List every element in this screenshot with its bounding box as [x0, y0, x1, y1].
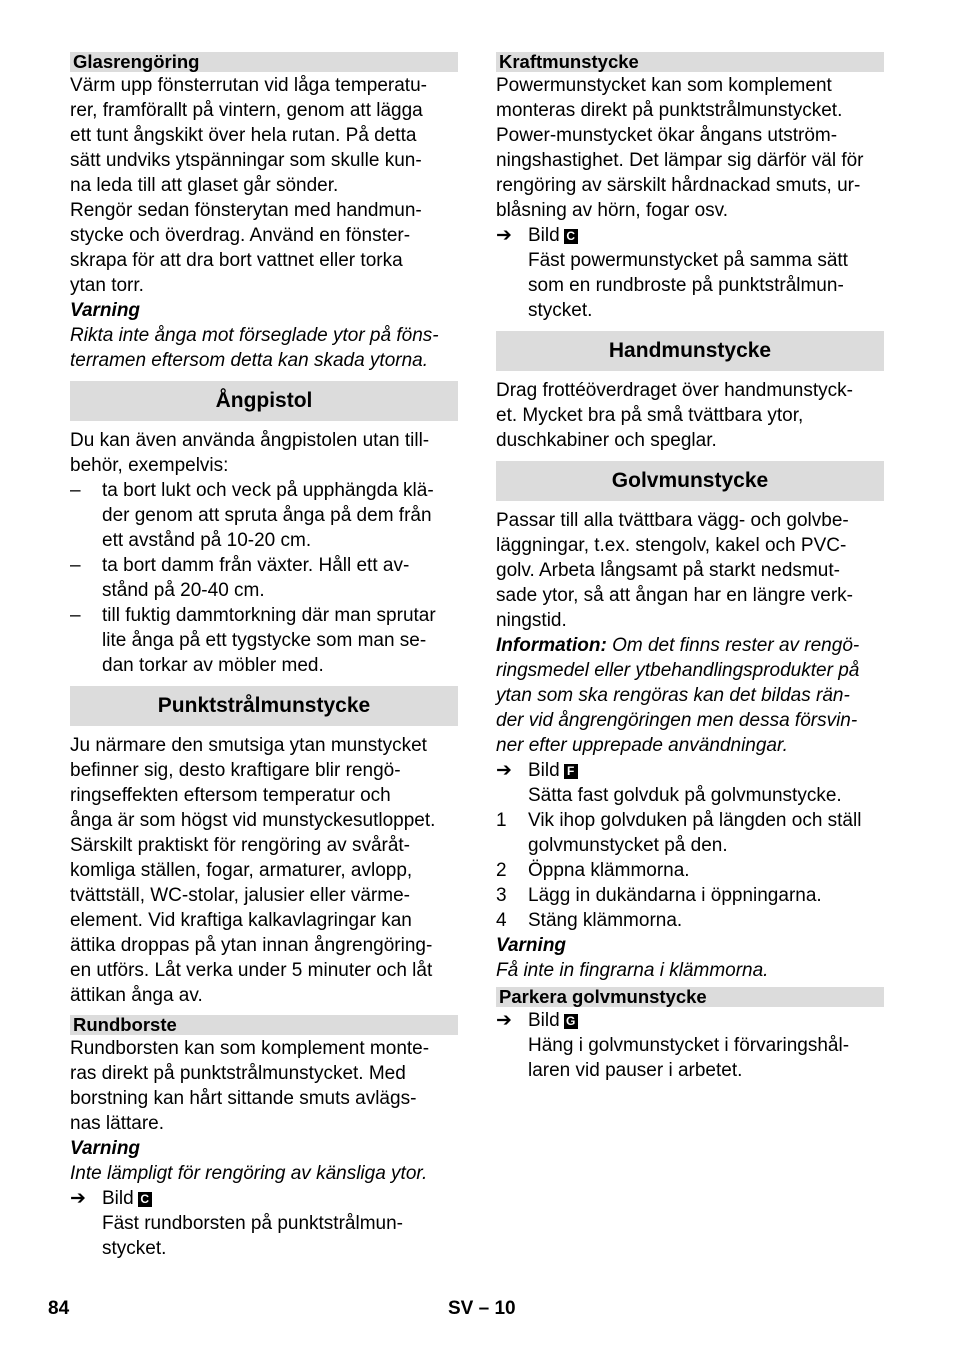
glasrengoring-heading: Glasrengöring: [70, 52, 458, 72]
golvmunstycke-information: [496, 633, 884, 758]
glasrengoring-paragraph-2: Rengör sedan fönsterytan med handmun- stycke och överdrag. Använd en fönster- skrapa för att dra bort vattnet eller torka ytan torr.: [70, 200, 422, 296]
step-number: 2: [496, 860, 507, 881]
golvmunstycke-warning-text: Få inte in fingrarna i klämmorna.: [496, 960, 769, 981]
kraftmunstycke-paragraph: Powermunstycket kan som komplement monteras direkt på punktstrålmunstycket. Power-munstycket ökar ångans utström- ningshastighet. Det lämpar sig därför väl för rengöring av särskilt hårdnackad smuts, ur- blåsning av hörn, fogar osv.: [496, 75, 864, 221]
golvmunstycke-step: [496, 908, 884, 933]
golvmunstycke-step: [496, 858, 884, 883]
figure-label: Bild: [528, 1010, 560, 1031]
figure-label: Bild: [528, 760, 560, 781]
punktstralmunstycke-paragraph: Ju närmare den smutsiga ytan munstycket befinner sig, desto kraftigare blir rengö- ringseffekten eftersom temperatur och ånga är som högst vid munstyckesutloppet. Särskilt praktiskt för rengöring av svåråt- komliga ställen, fogar, armaturer, avlopp, tvättställ, WC-stolar, jalusier eller värme- element. Vid kraftiga kalkavlagringar kan ättika droppas på ytan innan ångrengöring- en utförs. Låt verka under 5 minuter och låt ättikan ånga av.: [70, 735, 436, 1006]
right-column: [496, 52, 884, 1083]
golvmunstycke-figure-ref: [496, 758, 884, 783]
list-dash: –: [70, 480, 81, 501]
angpistol-intro: Du kan även använda ångpistolen utan till- behör, exempelvis:: [70, 430, 430, 476]
arrow-right-icon: ➔: [496, 760, 512, 781]
information-label: Information:: [496, 635, 607, 656]
step-text: Stäng klämmorna.: [528, 910, 683, 931]
rundborste-paragraph: Rundborsten kan som komplement monte- ras direkt på punktstrålmunstycket. Med borstning kan hårt sittande smuts avlägs- nas lättare.: [70, 1038, 430, 1134]
page-number: 84: [48, 1298, 70, 1319]
figure-letter-badge: G: [564, 1014, 578, 1029]
angpistol-list-item: [70, 553, 458, 603]
glasrengoring-warning-text: Rikta inte ånga mot förseglade ytor på föns- terramen eftersom detta kan skada ytorna.: [70, 325, 439, 371]
golvmunstycke-step: [496, 808, 884, 858]
list-dash: –: [70, 605, 81, 626]
figure-letter-badge: C: [564, 229, 578, 244]
step-text: Öppna klämmorna.: [528, 860, 690, 881]
golvmunstycke-paragraph: Passar till alla tvättbara vägg- och golvbe- läggningar, t.ex. stengolv, kakel och PVC- golv. Arbeta långsamt på starkt nedsmut- sade ytor, så att ångan har en längre verk- ningstid.: [496, 510, 853, 631]
kraftmunstycke-figure-ref: [496, 223, 884, 248]
parkera-figure-ref: [496, 1008, 884, 1033]
information-first-line: Om det finns rester av rengö-: [606, 635, 860, 656]
figure-letter-badge: F: [564, 764, 578, 779]
golvmunstycke-heading: Golvmunstycke: [496, 461, 884, 501]
handmunstycke-paragraph: Drag frottéöverdraget över handmunstyck- et. Mycket bra på små tvättbara ytor, duschkabiner och speglar.: [496, 380, 853, 451]
list-dash: –: [70, 555, 81, 576]
figure-label: Bild: [102, 1188, 134, 1209]
angpistol-list-item: [70, 603, 458, 678]
information-text: ringsmedel eller ytbehandlingsprodukter på ytan som ska rengöras kan det bildas rän- der vid ångrengöringen men dessa försvin- ner efter upprepade användningar.: [496, 660, 860, 756]
rundborste-instruction: Fäst rundborsten på punktstrålmun- stycket.: [102, 1213, 403, 1259]
rundborste-figure-ref: [70, 1186, 458, 1211]
left-column: [70, 52, 458, 1261]
step-text: Lägg in dukändarna i öppningarna.: [528, 885, 822, 906]
figure-label: Bild: [528, 225, 560, 246]
rundborste-heading: Rundborste: [70, 1015, 458, 1035]
arrow-right-icon: ➔: [496, 1010, 512, 1031]
step-text: Vik ihop golvduken på längden och ställ golvmunstycket på den.: [528, 810, 862, 856]
angpistol-heading: Ångpistol: [70, 381, 458, 421]
glasrengoring-warning-label: Varning: [70, 300, 141, 321]
handmunstycke-heading: Handmunstycke: [496, 331, 884, 371]
figure-letter-badge: C: [138, 1192, 152, 1207]
kraftmunstycke-instruction: Fäst powermunstycket på samma sätt som en rundbroste på punktstrålmun- stycket.: [528, 250, 848, 321]
punktstralmunstycke-heading: Punktstrålmunstycke: [70, 686, 458, 726]
rundborste-warning-label: Varning: [70, 1138, 141, 1159]
step-number: 4: [496, 910, 507, 931]
golvmunstycke-warning-label: Varning: [496, 935, 567, 956]
step-number: 1: [496, 810, 507, 831]
parkera-golvmunstycke-heading: Parkera golvmunstycke: [496, 987, 884, 1007]
golvmunstycke-instruction: Sätta fast golvduk på golvmunstycke.: [528, 785, 842, 806]
angpistol-list-item: [70, 478, 458, 553]
rundborste-warning-text: Inte lämpligt för rengöring av känsliga ytor.: [70, 1163, 428, 1184]
step-number: 3: [496, 885, 507, 906]
arrow-right-icon: ➔: [70, 1188, 86, 1209]
parkera-instruction: Häng i golvmunstycket i förvaringshål- laren vid pauser i arbetet.: [528, 1035, 850, 1081]
arrow-right-icon: ➔: [496, 225, 512, 246]
list-item-text: ta bort lukt och veck på upphängda klä- der genom att spruta ånga på dem från ett avstånd på 10-20 cm.: [102, 480, 434, 551]
glasrengoring-paragraph-1: Värm upp fönsterrutan vid låga temperatu- rer, framförallt på vintern, genom att lägga ett tunt ångskikt över hela rutan. På detta sätt undviks ytspänningar som skulle kun- na leda till att glaset går sönder.: [70, 75, 427, 196]
golvmunstycke-step: [496, 883, 884, 908]
section-number: SV – 10: [448, 1298, 516, 1319]
kraftmunstycke-heading: Kraftmunstycke: [496, 52, 884, 72]
list-item-text: till fuktig dammtorkning där man sprutar lite ånga på ett tygstycke som man se- dan torkar av möbler med.: [102, 605, 436, 676]
list-item-text: ta bort damm från växter. Håll ett av- stånd på 20-40 cm.: [102, 555, 410, 601]
